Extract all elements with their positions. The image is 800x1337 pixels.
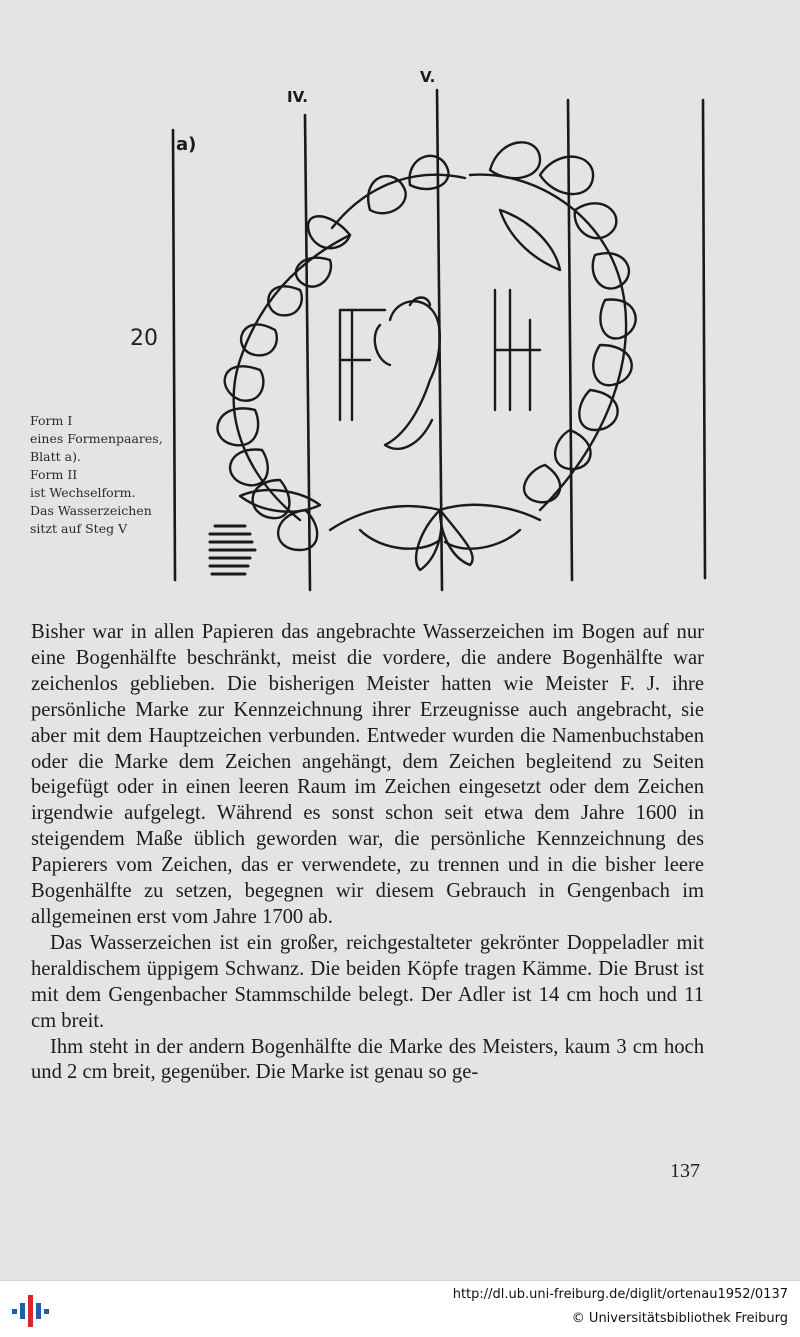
- caption-line: Form I: [30, 413, 73, 428]
- chain-line: [703, 100, 705, 578]
- figure-caption: [30, 412, 180, 538]
- wreath-ribbon: [330, 505, 540, 570]
- tally-marks: [210, 526, 255, 574]
- paragraph: Ihm steht in der andern Bogenhälfte die Marke des Meisters, kaum 3 cm hoch und 2 cm breit, gegenüber. Die Marke ist genau so ge-: [31, 1035, 704, 1084]
- figure-label-v: V.: [420, 68, 436, 86]
- copyright-text: © Universitätsbibliothek Freiburg: [571, 1311, 788, 1326]
- caption-line: Das Wasserzeichen: [30, 503, 152, 518]
- figure-label-a: a): [176, 134, 197, 155]
- page-number: 137: [670, 1160, 700, 1182]
- scale-number: 20: [130, 326, 158, 351]
- paragraph: Das Wasserzeichen ist ein großer, reichgestalteter gekrönter Doppeladler mit heraldischem üppigem Schwanz. Die beiden Köpfe tragen Kämme. Die Brust ist mit dem Gengenbacher Stammschilde belegt. Der Adler ist 14 cm hoch und 11 cm breit.: [31, 931, 704, 1032]
- caption-line: Form II: [30, 467, 78, 482]
- caption-line: eines Formenpaares,: [30, 431, 163, 446]
- footer-bar: [0, 1280, 800, 1337]
- chain-line: [568, 100, 572, 580]
- source-url-link[interactable]: http://dl.ub.uni-freiburg.de/diglit/ortenau1952/0137: [452, 1287, 788, 1302]
- body-text: [31, 620, 704, 1086]
- caption-line: ist Wechselform.: [30, 485, 136, 500]
- caption-line: Blatt a).: [30, 449, 81, 464]
- chain-line-iv: [305, 115, 310, 590]
- caption-line: sitzt auf Steg V: [30, 521, 128, 536]
- ub-freiburg-logo-icon[interactable]: [10, 1293, 50, 1329]
- figure-label-iv: IV.: [287, 88, 308, 106]
- paragraph: Bisher war in allen Papieren das angebrachte Wasserzeichen im Bogen auf nur eine Bogenhälfte beschränkt, meist die vordere, die andere Bogenhälfte war zeichenlos geblieben. Die bisherigen Meister hatten wie Meister F. J. ihre persönliche Marke zur Kennzeichnung ihrer Erzeugnisse auch angebracht, sie aber mit dem Hauptzeichen verbunden. Entweder wurden die Namenbuchstaben oder die Marke dem Zeichen angehängt, dem Zeichen begleitend zu Seiten beigefügt oder in einen leeren Raum im Zeichen eingesetzt oder dem Zeichen irgendwie aufgelegt. Während es sonst schon seit etwa dem Jahre 1600 in steigendem Maße üblich geworden war, die persönliche Kennzeichnung des Papierers vom Zeichen, das er verwendete, zu trennen und in die bisher leere Bogenhälfte zu setzen, begegnen wir diesem Gebrauch in Gengenbach im allgemeinen erst vom Jahre 1700 ab.: [31, 621, 704, 928]
- wreath-left-branch: [218, 156, 465, 550]
